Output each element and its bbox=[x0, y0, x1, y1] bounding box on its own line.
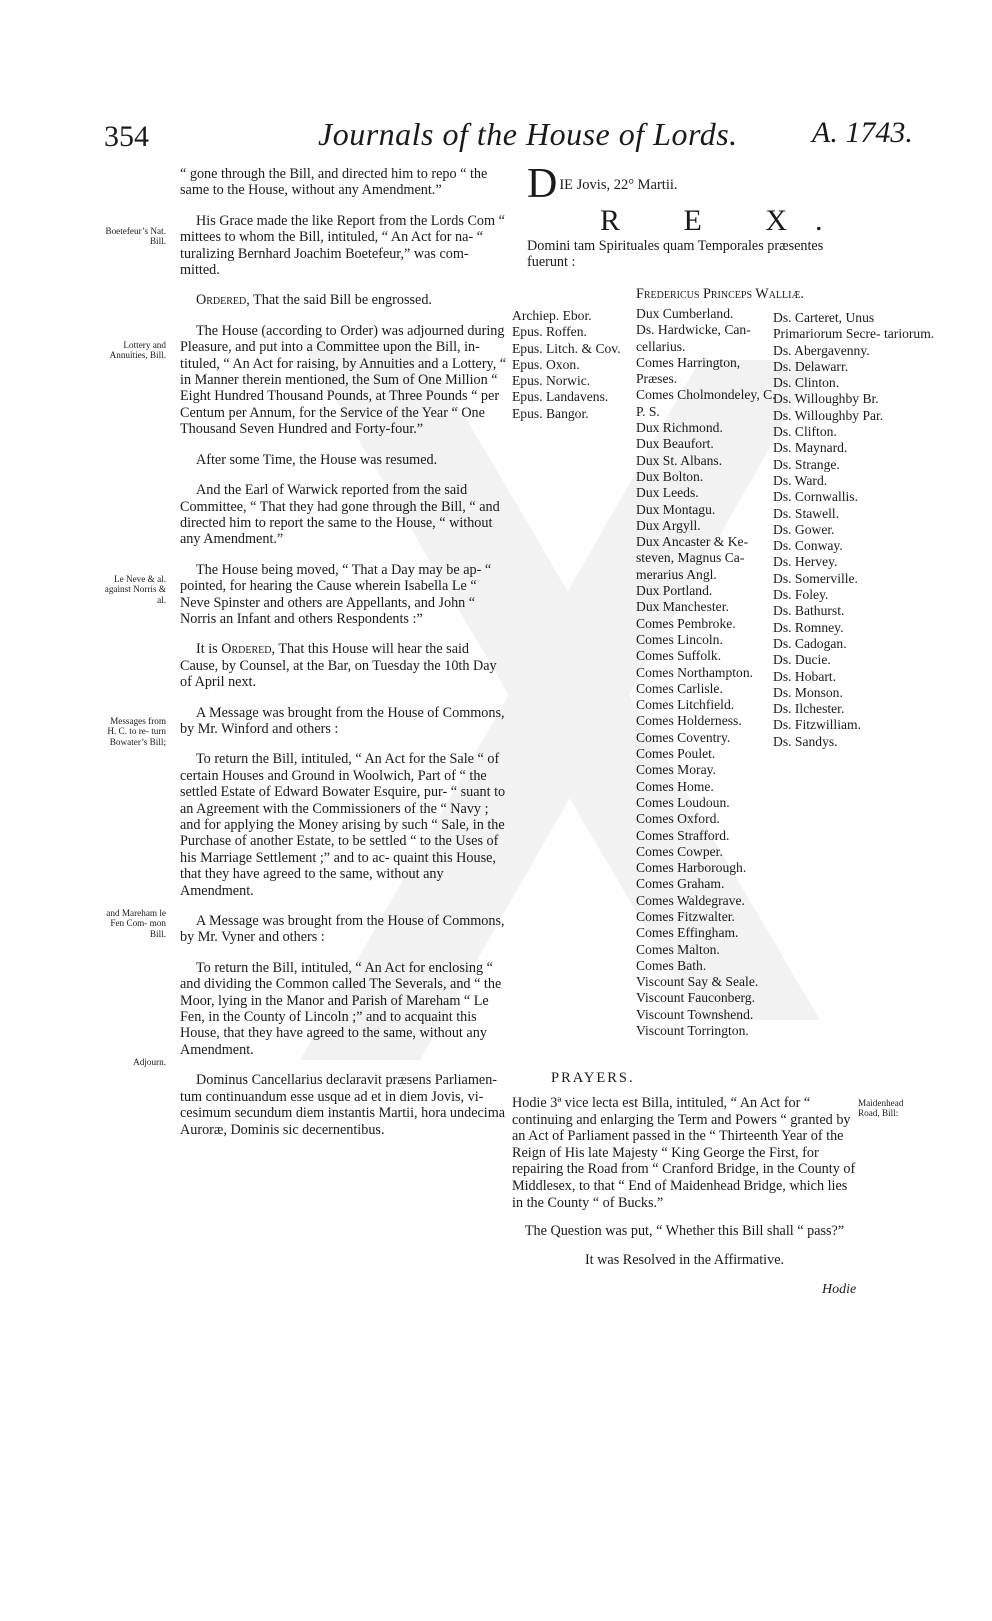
list-item: Comes Home. bbox=[636, 778, 714, 794]
list-item: Comes Litchfield. bbox=[636, 697, 735, 713]
paragraph: A Message was brought from the House of Commons, by Mr. Vyner and others : bbox=[180, 913, 505, 946]
page-year: A. 1743. bbox=[812, 116, 913, 149]
list-item: Comes Effingham. bbox=[636, 925, 739, 941]
list-item: Epus. Landavens. bbox=[512, 389, 609, 405]
margin-note-mareham: and Mareham le Fen Com- mon Bill. bbox=[106, 908, 166, 939]
list-item: Comes Fitzwalter. bbox=[636, 908, 735, 924]
list-item: Ds. Cornwallis. bbox=[773, 489, 858, 505]
list-item: Dux Portland. bbox=[636, 583, 713, 599]
paragraph: It was Resolved in the Affirmative. bbox=[584, 1251, 785, 1268]
catchword: Hodie bbox=[822, 1282, 857, 1297]
list-item: Comes Cholmondeley, C. P. S. bbox=[636, 387, 776, 419]
list-item: Epus. Bangor. bbox=[512, 405, 589, 421]
list-item: Dux Ancaster & Ke- steven, Magnus Ca- merarius Angl. bbox=[636, 534, 749, 582]
margin-note-leneve: Le Neve & al. against Norris & al. bbox=[104, 574, 166, 605]
list-item: Comes Loudoun. bbox=[636, 794, 730, 810]
list-item: Comes Lincoln. bbox=[636, 631, 723, 647]
list-item: Dux Beaufort. bbox=[636, 436, 714, 452]
list-item: Ds. Romney. bbox=[773, 619, 844, 635]
list-item: Ds. Bathurst. bbox=[773, 603, 845, 619]
list-item: Epus. Oxon. bbox=[512, 356, 580, 372]
margin-note-maidenhead: Maidenhead Road, Bill: bbox=[858, 1098, 904, 1119]
list-item: Comes Suffolk. bbox=[636, 648, 722, 664]
paragraph: After some Time, the House was resumed. bbox=[196, 451, 438, 468]
list-item: Comes Northampton. bbox=[636, 664, 754, 680]
list-item: Ds. Willoughby Par. bbox=[773, 407, 884, 423]
margin-note-boetefeur: Boetefeur’s Nat. Bill. bbox=[105, 226, 166, 247]
paragraph: To return the Bill, intituled, “ An Act for the Sale “ of certain Houses and Ground in Woolwich, Part of “ the settled Estate of Edward Bowater Esquire, pur- “ suant to an Agreement with the Commissioners of the “ Navy ; and for applying the Money arising by such “ Sale, in the Purchase of another Estate, to be settled “ to the Uses of his Marriage Settlement ;” and to ac- quaint this House, that they have agreed to the same, without any Amendment. bbox=[180, 751, 506, 899]
left-column bbox=[180, 166, 510, 1152]
list-item: Ds. Clifton. bbox=[773, 424, 837, 440]
ordered-word: Ordered, bbox=[221, 641, 276, 658]
paragraph: Dominus Cancellarius declaravit præsens Parliamen- tum continuandum esse usque ad et in diem Jovis, vi- cesimum secundum diem instantis Martii, hora undecima Auroræ, Dominis sic decernentibus. bbox=[180, 1072, 506, 1138]
paragraph: Ordered, That the said Bill be engrossed. bbox=[196, 292, 432, 309]
list-item: Ds. Hobart. bbox=[773, 668, 837, 684]
list-item: Ds. Conway. bbox=[773, 538, 843, 554]
list-item: Comes Poulet. bbox=[636, 746, 716, 762]
list-item: Ds. Willoughby Br. bbox=[773, 391, 879, 407]
page-number: 354 bbox=[104, 120, 149, 153]
list-item: Ds. Maynard. bbox=[773, 440, 848, 456]
list-item: Viscount Townshend. bbox=[636, 1006, 754, 1022]
list-item: Ds. Somerville. bbox=[773, 570, 858, 586]
paragraph: The Question was put, “ Whether this Bill shall “ pass?” bbox=[524, 1223, 845, 1240]
list-item: Dux Bolton. bbox=[636, 468, 704, 484]
paragraph: Hodie 3ª vice lecta est Billa, intituled, “ An Act for “ continuing and enlarging the Term and Powers “ granted by an Act of Parliament passed in the “ Thirteenth Year of the Reign of His late Majesty “ King George the First, for repairing the Road from “ Cranford Bridge, in the County of Middlesex, to that “ End of Maidenhead Bridge, which lies in the County “ of Bucks.” bbox=[512, 1095, 856, 1211]
list-item: Ds. Stawell. bbox=[773, 505, 840, 521]
list-item: Comes Graham. bbox=[636, 876, 725, 892]
paragraph: The House being moved, “ That a Day may be ap- “ pointed, for hearing the Cause wherein Isabella Le “ Neve Spinster and others are Appellants, and John “ Norris an Infant and others Respondents :” bbox=[180, 561, 492, 627]
attendance-intro: Domini tam Spirituales quam Temporales præsentes fuerunt : bbox=[527, 238, 824, 271]
list-item: Ds. Foley. bbox=[773, 587, 829, 603]
bishops-list bbox=[512, 308, 621, 422]
list-item: Dux Richmond. bbox=[636, 420, 723, 436]
list-item: Viscount Fauconberg. bbox=[636, 990, 755, 1006]
page-title: Journals of the House of Lords. bbox=[318, 116, 738, 152]
prayers-heading: PRAYERS. bbox=[551, 1070, 635, 1086]
maidenhead-bill-block bbox=[512, 1095, 857, 1280]
paragraph: To return the Bill, intituled, “ An Act for enclosing “ and dividing the Common called The Severals, and “ the Moor, lying in the Manor and Parish of Mareham “ Le Fen, in the County of Lincoln ;” and to acquaint this House, that they have agreed to the same, without any Amendment. bbox=[180, 959, 502, 1058]
paragraph: It is Ordered, That this House will hear the said Cause, by Counsel, at the Bar, on Tuesday the 10th Day of April next. bbox=[180, 641, 497, 691]
list-item: Comes Bath. bbox=[636, 957, 707, 973]
list-item: Comes Holderness. bbox=[636, 713, 742, 729]
list-item: Epus. Litch. & Cov. bbox=[512, 340, 621, 356]
margin-note-lottery: Lottery and Annuities, Bill. bbox=[109, 340, 166, 361]
prince-frederick: Fredericus Princeps Walliæ. bbox=[636, 286, 804, 302]
list-item: Dux Cumberland. bbox=[636, 306, 734, 321]
paragraph: A Message was brought from the House of Commons, by Mr. Winford and others : bbox=[180, 704, 505, 737]
list-item: Ds. Gower. bbox=[773, 521, 835, 537]
date-heading: DIE Jovis, 22° Martii. bbox=[527, 161, 678, 207]
list-item: Ds. Ducie. bbox=[773, 652, 831, 668]
paragraph: “ gone through the Bill, and directed him to repo “ the same to the House, without any Amendment.” bbox=[180, 166, 488, 199]
list-item: Epus. Norwic. bbox=[512, 373, 591, 389]
list-item: Dux Argyll. bbox=[636, 517, 701, 533]
list-item: Comes Strafford. bbox=[636, 827, 730, 843]
margin-note-adjourn: Adjourn. bbox=[133, 1057, 166, 1067]
list-item: Epus. Roffen. bbox=[512, 324, 587, 340]
list-item: Comes Cowper. bbox=[636, 843, 723, 859]
list-item: Comes Waldegrave. bbox=[636, 892, 745, 908]
list-item: Ds. Abergavenny. bbox=[773, 342, 870, 358]
list-item: Ds. Sandys. bbox=[773, 733, 838, 749]
list-item: Comes Pembroke. bbox=[636, 615, 736, 631]
rex-heading: R E X. bbox=[600, 204, 851, 237]
list-item: Comes Oxford. bbox=[636, 811, 720, 827]
ordered-word: Ordered, bbox=[196, 292, 250, 309]
list-item: Ds. Monson. bbox=[773, 684, 843, 700]
list-item: Comes Carlisle. bbox=[636, 680, 723, 696]
list-item: Ds. Ward. bbox=[773, 472, 828, 488]
list-item: Dux Montagu. bbox=[636, 501, 716, 517]
list-item: Dux Manchester. bbox=[636, 599, 729, 615]
list-item: Ds. Fitzwilliam. bbox=[773, 717, 861, 733]
list-item: Ds. Clinton. bbox=[773, 375, 840, 391]
list-item: Dux Leeds. bbox=[636, 485, 699, 501]
list-item: Comes Coventry. bbox=[636, 729, 731, 745]
list-item: Ds. Strange. bbox=[773, 456, 840, 472]
list-item: Ds. Delawarr. bbox=[773, 358, 849, 374]
paragraph: And the Earl of Warwick reported from the said Committee, “ That they had gone through the Bill, “ and directed him to report the same to the House, “ without any Amendment.” bbox=[180, 482, 500, 548]
list-item: Ds. Cadogan. bbox=[773, 635, 847, 651]
list-item: Comes Harrington, Præses. bbox=[636, 354, 741, 387]
list-item: Comes Harborough. bbox=[636, 860, 747, 876]
drop-cap: D bbox=[527, 161, 558, 207]
list-item: Ds. Hardwicke, Can- cellarius. bbox=[636, 322, 751, 354]
list-item: Viscount Torrington. bbox=[636, 1023, 749, 1039]
list-item: Ds. Carteret, Unus Primariorum Secre- tariorum. bbox=[773, 310, 935, 342]
paragraph: His Grace made the like Report from the Lords Com “ mittees to whom the Bill, intituled, “ An Act for na- “ turalizing Bernhard Joachim Boetefeur,” was com- mitted. bbox=[180, 212, 505, 279]
list-item: Viscount Say & Seale. bbox=[636, 974, 759, 990]
paragraph: The House (according to Order) was adjourned during Pleasure, and put into a Committee upon the Bill, in- tituled, “ An Act for raising, by Annuities and a Lottery, “ in Manner therein mentioned, the Sum of One Million “ Eight Hundred Thousand Pounds, at Three Pounds “ per Centum per Annum, for the Service of the Year “ One Thousand Seven Hundred and Forty-four.” bbox=[180, 322, 507, 438]
list-item: Comes Moray. bbox=[636, 762, 716, 778]
list-item: Ds. Ilchester. bbox=[773, 701, 845, 717]
list-item: Dux St. Albans. bbox=[636, 452, 723, 468]
margin-note-messages: Messages from H. C. to re- turn Bowater’s Bill; bbox=[107, 716, 166, 747]
list-item: Archiep. Ebor. bbox=[512, 308, 592, 323]
barons-list bbox=[773, 310, 943, 750]
list-item: Ds. Hervey. bbox=[773, 554, 838, 570]
list-item: Comes Malton. bbox=[636, 941, 720, 957]
peers-list bbox=[636, 306, 776, 1039]
